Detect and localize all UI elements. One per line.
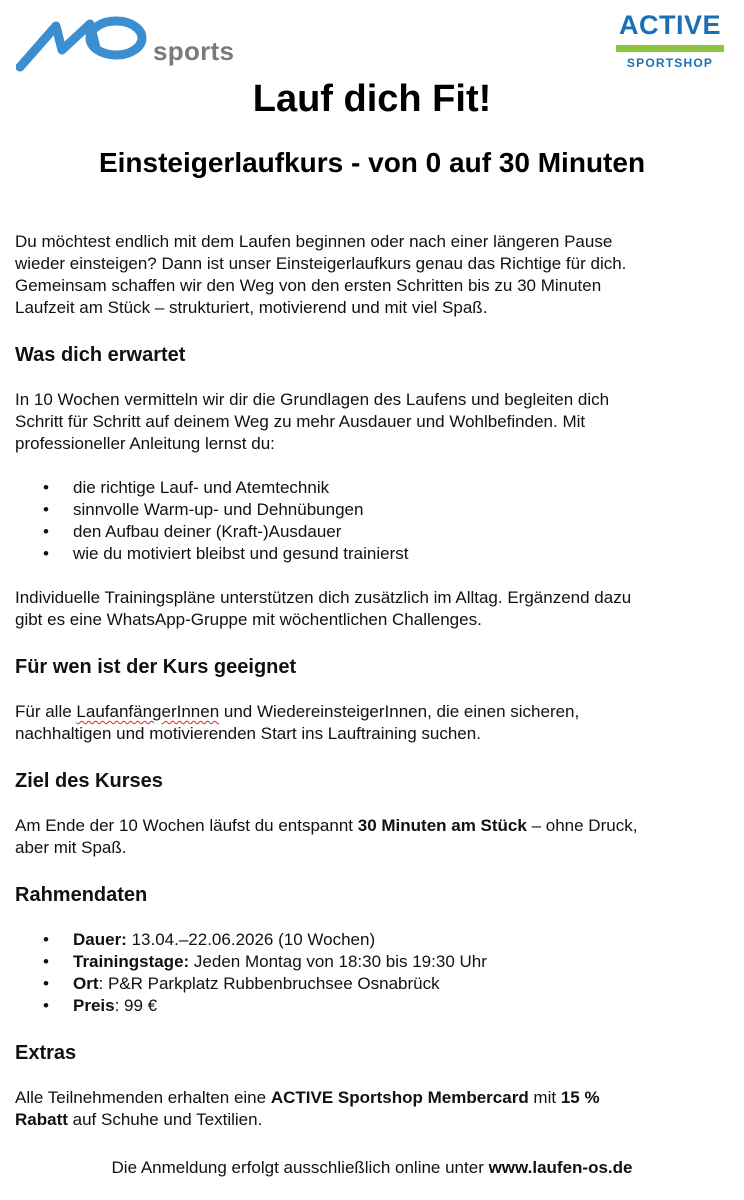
discount-highlight: 15 %	[560, 1088, 600, 1107]
bullet-icon: •	[43, 522, 49, 541]
active-sportshop-logo	[614, 12, 726, 74]
intro-line: Gemeinsam schaffen wir den Weg von den ersten Schritten bis zu 30 Minuten	[15, 276, 602, 295]
facts-list	[15, 929, 731, 1017]
fact-training-days: • Trainingstage: Jeden Montag von 18:30 bis 19:30 Uhr	[43, 952, 487, 971]
expect-list	[15, 477, 731, 565]
bullet-icon: •	[43, 996, 49, 1015]
expect-paragraph	[15, 389, 731, 455]
heading-facts: Rahmendaten	[15, 884, 148, 906]
bullet-icon: •	[43, 500, 49, 519]
list-item: • sinnvolle Warm-up- und Dehnübungen	[43, 500, 364, 519]
fact-duration: • Dauer: 13.04.–22.06.2026 (10 Wochen)	[43, 930, 376, 949]
bullet-icon: •	[43, 952, 49, 971]
intro-line: Laufzeit am Stück – strukturiert, motivierend und mit viel Spaß.	[15, 298, 488, 317]
bullet-icon: •	[43, 974, 49, 993]
bullet-icon: •	[43, 930, 49, 949]
expect-line: Schritt für Schritt auf deinem Weg zu mehr Ausdauer und Wohlbefinden. Mit	[15, 412, 586, 431]
bullet-icon: •	[43, 544, 49, 563]
heading-expect: Was dich erwartet	[15, 344, 186, 366]
expect-line: In 10 Wochen vermitteln wir dir die Grundlagen des Laufens und begleiten dich	[15, 390, 610, 409]
registration-url[interactable]: www.laufen-os.de	[488, 1158, 633, 1177]
bullet-icon: •	[43, 478, 49, 497]
intro-line: Du möchtest endlich mit dem Laufen beginnen oder nach einer längeren Pause	[15, 232, 613, 251]
header	[0, 0, 744, 80]
mo-swoosh-icon	[16, 12, 151, 74]
goal-highlight: 30 Minuten am Stück	[357, 816, 527, 835]
extras-paragraph: Alle Teilnehmenden erhalten eine ACTIVE Sportshop Membercard mit 15 % Rabatt auf Schuhe und Textilien.	[15, 1088, 600, 1129]
list-item: • die richtige Lauf- und Atemtechnik	[43, 478, 330, 497]
document-body	[15, 231, 731, 1131]
expect-line: professioneller Anleitung lernst du:	[15, 434, 275, 453]
spellcheck-word: LaufanfängerInnen	[76, 702, 220, 721]
mo-sports-logo	[16, 12, 246, 74]
mo-sports-wordmark: sports	[153, 36, 235, 66]
page-subtitle: Einsteigerlaufkurs - von 0 auf 30 Minuten	[98, 147, 646, 178]
sportshop-wordmark: SPORTSHOP	[626, 56, 714, 70]
heading-extras: Extras	[15, 1042, 77, 1064]
heading-goal: Ziel des Kurses	[15, 770, 163, 792]
expect-after-paragraph: Individuelle Trainingspläne unterstützen dich zusätzlich im Alltag. Ergänzend dazu gibt es eine WhatsApp-Gruppe mit wöchentlichen Challenges.	[15, 588, 632, 629]
fact-location: • Ort: P&R Parkplatz Rubbenbruchsee Osnabrück	[43, 974, 440, 993]
active-green-bar	[616, 45, 724, 52]
active-wordmark: ACTIVE	[618, 10, 721, 40]
list-item: • wie du motiviert bleibst und gesund trainierst	[43, 544, 409, 563]
list-item: • den Aufbau deiner (Kraft-)Ausdauer	[43, 522, 342, 541]
intro-line: wieder einsteigen? Dann ist unser Einsteigerlaufkurs genau das Richtige für dich.	[15, 254, 627, 273]
membercard-highlight: ACTIVE Sportshop Membercard	[270, 1088, 529, 1107]
intro-paragraph	[15, 231, 731, 319]
goal-paragraph: Am Ende der 10 Wochen läufst du entspannt 30 Minuten am Stück – ohne Druck, aber mit Spaß.	[15, 816, 638, 857]
fact-price: • Preis: 99 €	[43, 996, 158, 1015]
audience-paragraph: Für alle LaufanfängerInnen und WiedereinsteigerInnen, die einen sicheren, nachhaltigen und motivierenden Start ins Lauftraining suchen.	[15, 702, 580, 743]
heading-audience: Für wen ist der Kurs geeignet	[15, 656, 297, 678]
registration-note: Die Anmeldung erfolgt ausschließlich online unter www.laufen-os.de	[111, 1158, 633, 1177]
page-title: Lauf dich Fit!	[252, 78, 492, 120]
